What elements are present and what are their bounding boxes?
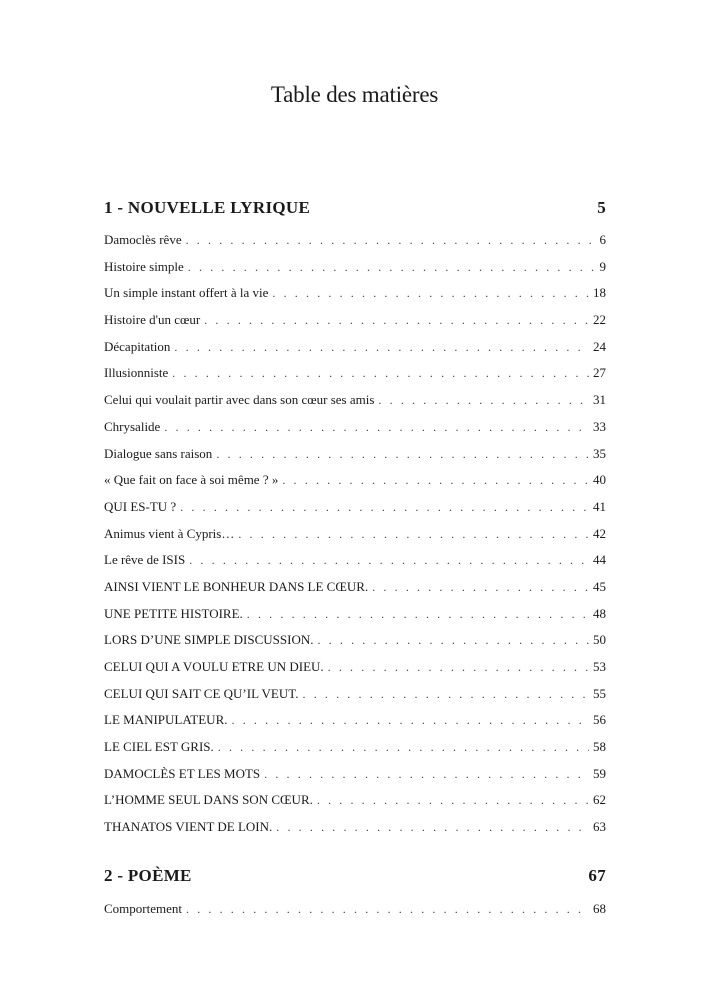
toc-entry-title: CELUI QUI A VOULU ETRE UN DIEU. xyxy=(104,659,324,674)
toc-entry[interactable] xyxy=(104,525,606,552)
toc-entry-page-number: 63 xyxy=(593,819,606,835)
toc-entry-list xyxy=(104,900,606,927)
dot-leader xyxy=(174,338,589,356)
toc-entry[interactable] xyxy=(104,311,606,338)
dot-leader xyxy=(216,445,589,463)
dot-leader xyxy=(328,658,589,676)
dot-leader xyxy=(204,311,589,329)
toc-entry[interactable] xyxy=(104,551,606,578)
dot-leader xyxy=(303,685,590,703)
toc-entry-page-number: 48 xyxy=(593,605,606,621)
dot-leader xyxy=(238,525,589,543)
toc-entry-page-number: 50 xyxy=(593,632,606,648)
toc-section xyxy=(104,197,606,845)
toc-entry[interactable] xyxy=(104,338,606,365)
toc-section xyxy=(104,865,606,927)
toc-entry-page-number: 35 xyxy=(593,445,606,461)
toc-entry[interactable] xyxy=(104,445,606,472)
toc-entry-title: CELUI QUI SAIT CE QU’IL VEUT. xyxy=(104,685,299,701)
toc-entry[interactable] xyxy=(104,578,606,605)
toc-entry-page-number: 9 xyxy=(599,258,606,274)
toc-entry[interactable] xyxy=(104,711,606,738)
dot-leader xyxy=(232,711,590,729)
toc-entry[interactable] xyxy=(104,900,606,927)
toc-entry-title: L’HOMME SEUL DANS SON CŒUR. xyxy=(104,792,313,808)
toc-entry-title: DAMOCLÈS ET LES MOTS xyxy=(104,765,261,781)
dot-leader xyxy=(186,900,589,918)
toc-entry-title: « Que fait on face à soi même ? » xyxy=(104,472,279,488)
dot-leader xyxy=(180,498,589,516)
toc-entry-page-number: 59 xyxy=(593,765,606,781)
page-title: Table des matières xyxy=(270,82,439,107)
toc-entry-page-number: 41 xyxy=(593,498,606,514)
dot-leader xyxy=(164,418,589,436)
toc-entry-title: Histoire simple xyxy=(104,258,184,274)
toc-entry-title: Le rêve de ISIS xyxy=(104,552,186,568)
toc-entry-page-number: 53 xyxy=(593,659,606,674)
section-heading: 1 - NOUVELLE LYRIQUE xyxy=(104,198,311,217)
dot-leader xyxy=(189,551,589,569)
toc-entry[interactable] xyxy=(104,471,606,498)
toc-entry[interactable] xyxy=(104,231,606,258)
toc-entry[interactable] xyxy=(104,418,606,445)
toc-entry-title: THANATOS VIENT DE LOIN. xyxy=(104,819,273,835)
toc-entry[interactable] xyxy=(104,258,606,285)
toc-entry[interactable] xyxy=(104,765,606,792)
toc-entry[interactable] xyxy=(104,818,606,845)
toc-entry-page-number: 33 xyxy=(593,418,606,434)
toc-entry-title: UNE PETITE HISTOIRE. xyxy=(104,605,243,621)
toc-entry-page-number: 45 xyxy=(593,578,606,594)
toc-entry[interactable] xyxy=(104,498,606,525)
toc-entry[interactable] xyxy=(104,658,606,685)
toc-entry[interactable] xyxy=(104,791,606,818)
toc-entry[interactable] xyxy=(104,364,606,391)
dot-leader xyxy=(218,738,589,756)
toc-entry-title: LE MANIPULATEUR. xyxy=(104,712,228,728)
dot-leader xyxy=(264,765,589,783)
toc-entry-title: LORS D’UNE SIMPLE DISCUSSION. xyxy=(104,632,314,648)
toc-entry-title: Illusionniste xyxy=(104,365,169,381)
toc-entry-page-number: 22 xyxy=(593,312,606,328)
section-page-number: 5 xyxy=(597,198,606,217)
section-page-number: 67 xyxy=(588,866,606,885)
toc-entry-title: Animus vient à Cypris… xyxy=(104,525,235,541)
dot-leader xyxy=(378,391,589,409)
toc-entry[interactable] xyxy=(104,605,606,632)
toc-entry[interactable] xyxy=(104,738,606,765)
toc-entry-page-number: 56 xyxy=(593,712,606,728)
toc-entry-page-number: 27 xyxy=(593,365,606,381)
section-header[interactable] xyxy=(104,865,606,887)
dot-leader xyxy=(186,231,596,249)
toc-entry-title: Un simple instant offert à la vie xyxy=(104,285,269,301)
toc-entry-title: Décapitation xyxy=(104,338,171,354)
toc-entry-title: Chrysalide xyxy=(104,418,161,434)
dot-leader xyxy=(247,605,589,623)
toc-entry-title: Celui qui voulait partir avec dans son cœur ses amis xyxy=(104,392,375,408)
toc-entry-page-number: 44 xyxy=(593,552,606,568)
toc-entry-title: AINSI VIENT LE BONHEUR DANS LE CŒUR. xyxy=(104,578,369,594)
dot-leader xyxy=(188,258,596,276)
toc-entry-title: QUI ES-TU ? xyxy=(104,498,177,514)
dot-leader xyxy=(272,284,589,302)
toc-entry-page-number: 42 xyxy=(593,525,606,541)
toc-entry-page-number: 62 xyxy=(593,792,606,808)
dot-leader xyxy=(317,791,589,809)
toc-entry-page-number: 18 xyxy=(593,285,606,301)
toc-entry-title: Dialogue sans raison xyxy=(104,445,213,461)
toc-entry-page-number: 68 xyxy=(593,901,606,916)
toc-entry-title: Histoire d'un cœur xyxy=(104,312,201,328)
toc-entry-page-number: 40 xyxy=(593,472,606,488)
toc-entry-list xyxy=(104,231,606,845)
toc-entry-title: LE CIEL EST GRIS. xyxy=(104,739,214,755)
toc-entry-page-number: 58 xyxy=(593,739,606,755)
toc-entry-title: Damoclès rêve xyxy=(104,232,182,247)
section-header[interactable] xyxy=(104,197,606,219)
dot-leader xyxy=(317,631,589,649)
dot-leader xyxy=(172,364,589,382)
toc-entry[interactable] xyxy=(104,631,606,658)
toc-entry-page-number: 24 xyxy=(593,338,606,354)
toc-entry-title: Comportement xyxy=(104,901,182,916)
toc-entry-page-number: 6 xyxy=(599,232,606,247)
toc-entry-page-number: 55 xyxy=(593,685,606,701)
toc-entry[interactable] xyxy=(104,391,606,418)
toc-entry[interactable] xyxy=(104,284,606,311)
dot-leader xyxy=(282,471,589,489)
toc-entry[interactable] xyxy=(104,685,606,712)
section-heading: 2 - POÈME xyxy=(104,866,192,885)
toc-entry-page-number: 31 xyxy=(593,392,606,408)
dot-leader xyxy=(372,578,589,596)
dot-leader xyxy=(276,818,589,836)
